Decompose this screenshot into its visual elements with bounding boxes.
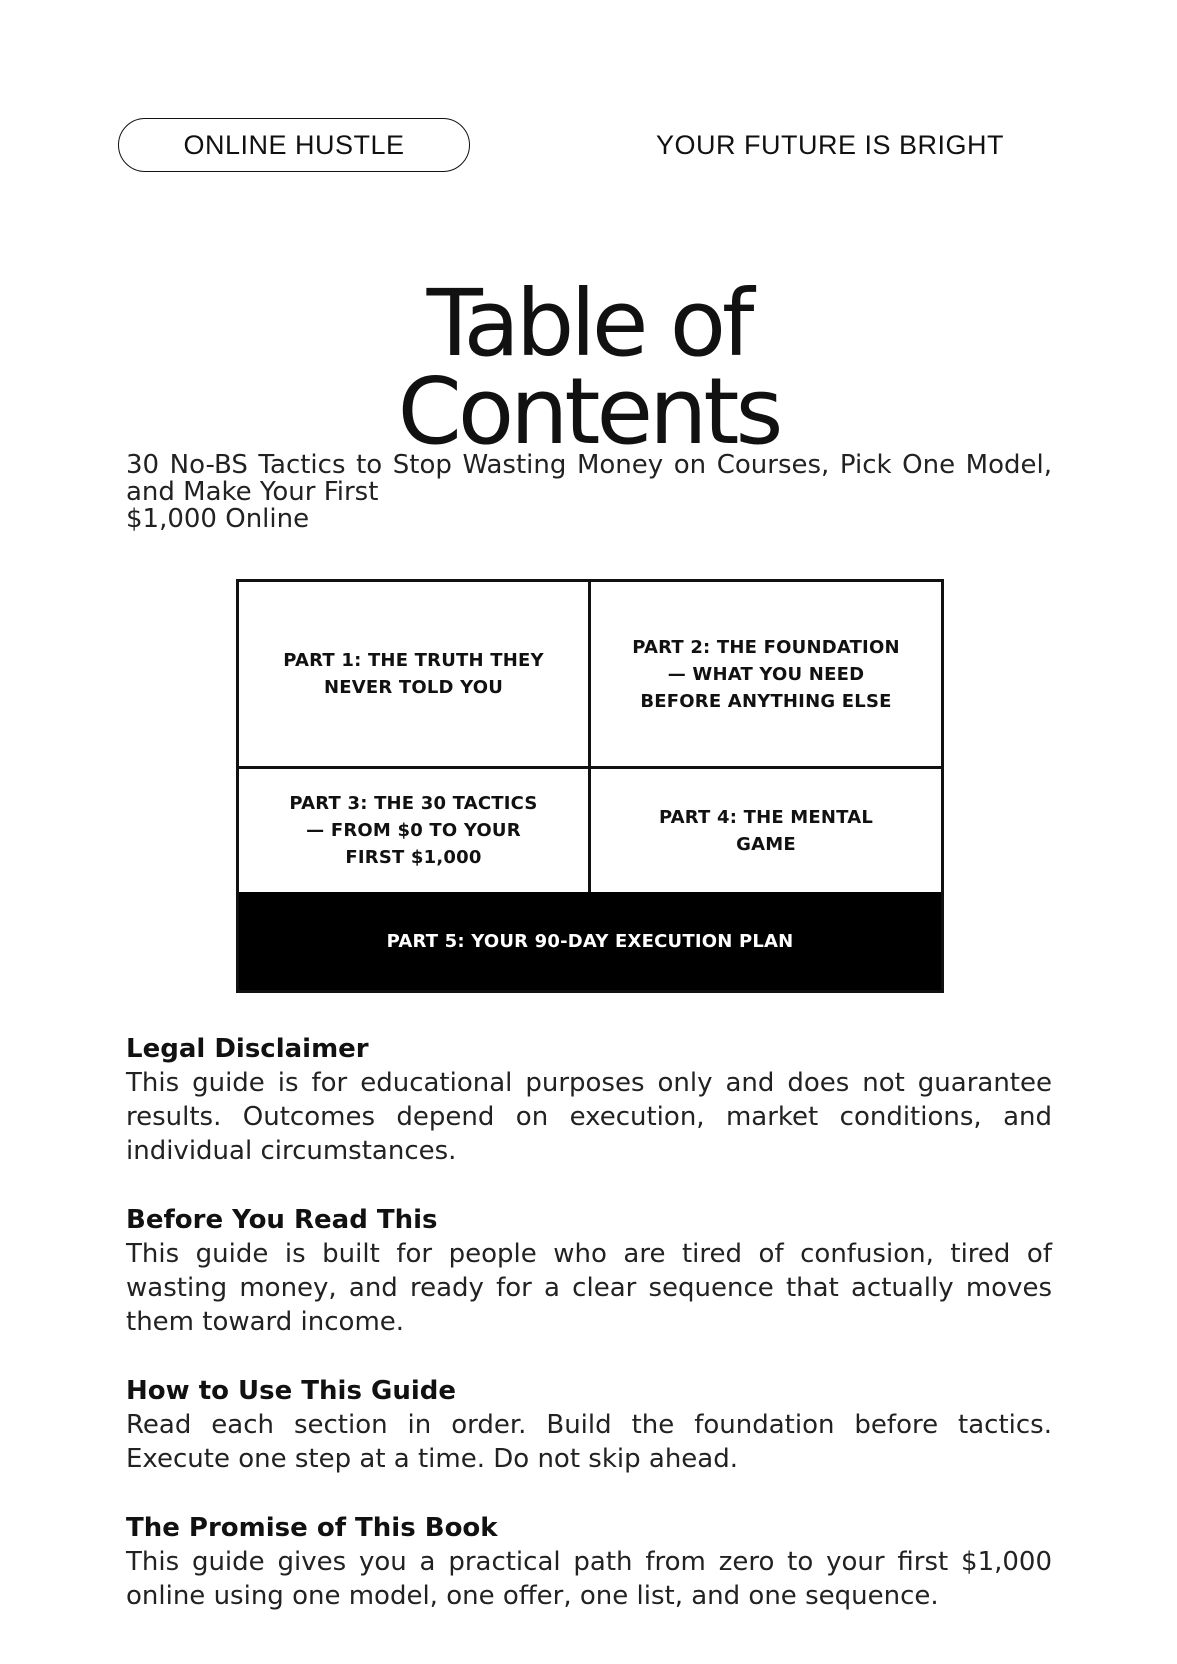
section-body: Read each section in order. Build the foundation before tactics. Execute one step at a time. Do not skip ahead.: [126, 1410, 1052, 1474]
section-how-to-use: [126, 1374, 1052, 1476]
subtitle-line-2: $1,000 Online: [126, 504, 310, 534]
section-promise: [126, 1511, 1052, 1613]
section-legal-disclaimer: [126, 1032, 1052, 1168]
contents-grid: [236, 579, 944, 993]
section-heading: The Promise of This Book: [126, 1513, 498, 1543]
toc-part-2: PART 2: THE FOUNDATION — WHAT YOU NEED BEFORE ANYTHING ELSE: [591, 582, 941, 769]
page-title-line-1: Table of: [426, 269, 751, 377]
page-title-line-2: Contents: [397, 357, 780, 465]
toc-part-3: PART 3: THE 30 TACTICS — FROM $0 TO YOUR FIRST $1,000: [239, 769, 591, 892]
toc-part-4: PART 4: THE MENTAL GAME: [658, 806, 874, 855]
section-body: This guide gives you a practical path from zero to your first $1,000 online using one model, one offer, one list, and one sequence.: [126, 1547, 1052, 1611]
subtitle-line-1: 30 No-BS Tactics to Stop Wasting Money on Courses, Pick One Model, and Make Your First: [126, 450, 1052, 507]
section-heading: How to Use This Guide: [126, 1376, 457, 1406]
header-tagline: YOUR FUTURE IS BRIGHT: [655, 129, 1004, 160]
brand-pill: [118, 118, 470, 172]
toc-part-5: PART 5: YOUR 90-DAY EXECUTION PLAN: [239, 892, 941, 990]
subtitle: [126, 452, 1052, 533]
toc-part-1: PART 1: THE TRUTH THEY NEVER TOLD YOU: [239, 582, 591, 769]
section-before-you-read: [126, 1203, 1052, 1339]
brand-pill-label: ONLINE HUSTLE: [183, 129, 405, 160]
page-title: [0, 269, 1177, 465]
section-heading: Before You Read This: [126, 1205, 438, 1235]
section-heading: Legal Disclaimer: [126, 1034, 369, 1064]
section-body: This guide is for educational purposes only and does not guarantee results. Outcomes depend on execution, market conditions, and individual circumstances.: [126, 1068, 1052, 1166]
section-body: This guide is built for people who are tired of confusion, tired of wasting money, and ready for a clear sequence that actually moves them toward income.: [126, 1239, 1052, 1337]
